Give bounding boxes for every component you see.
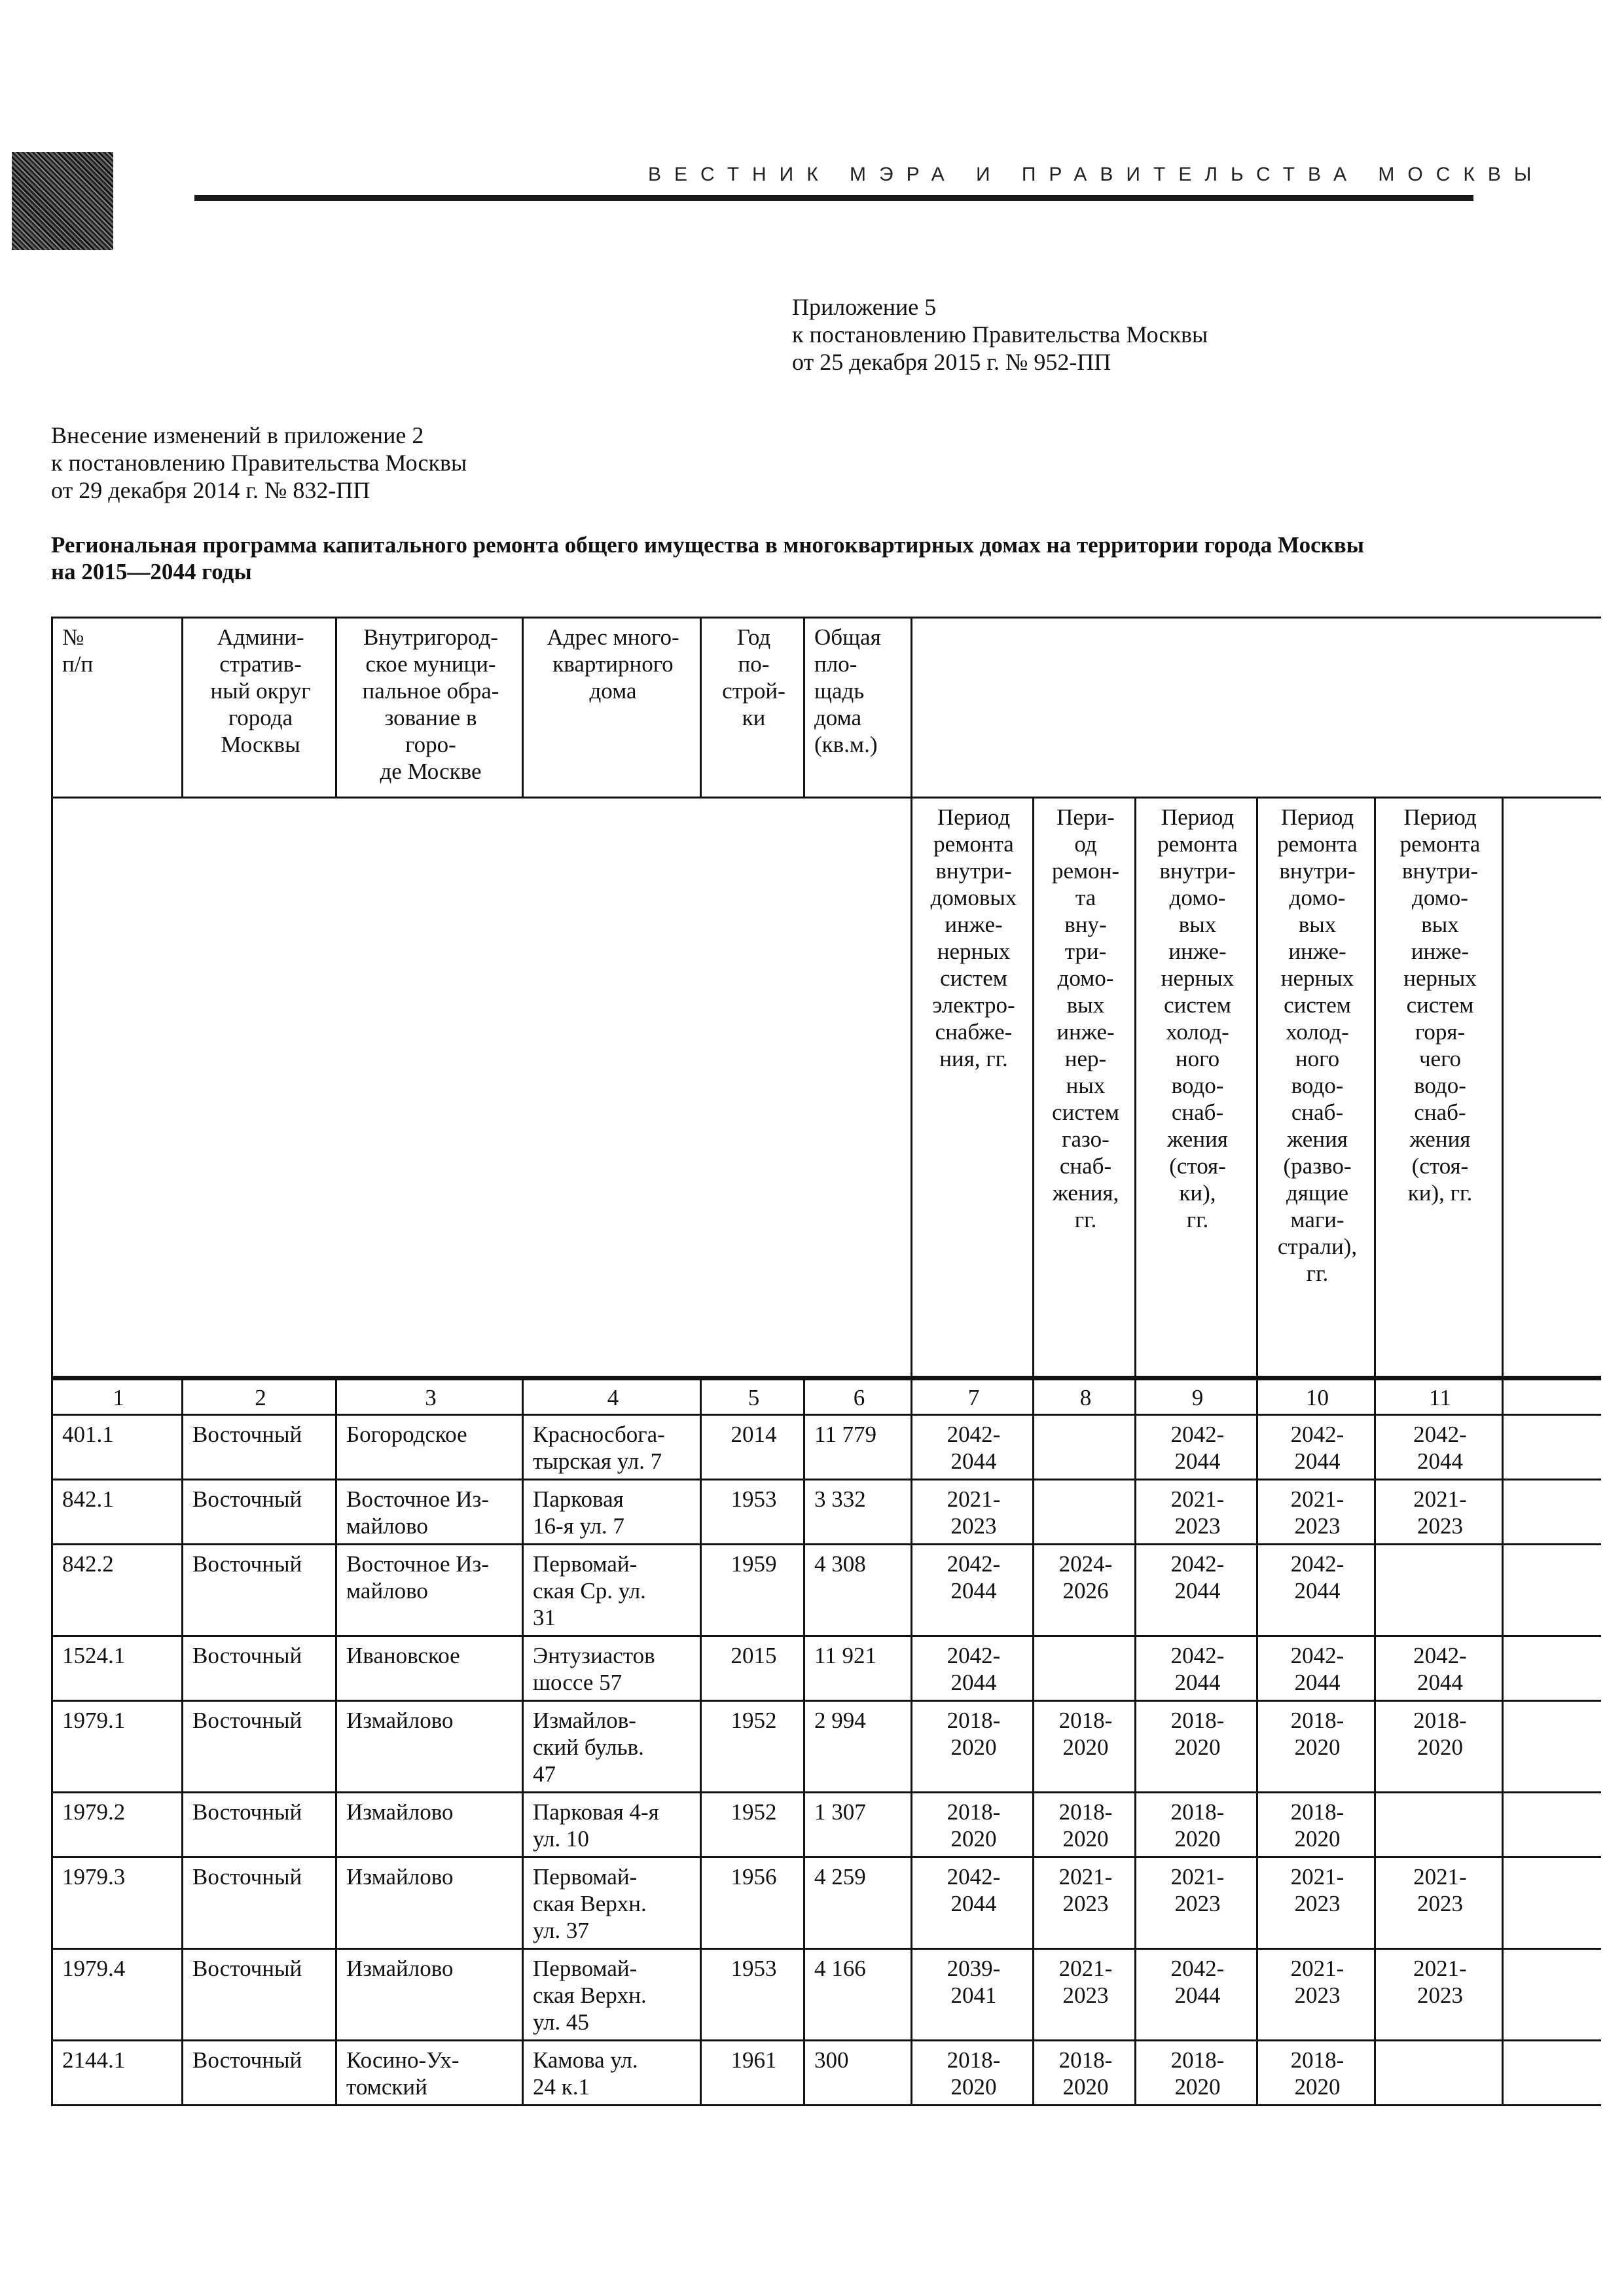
table-cell-empty (1503, 1701, 1601, 1793)
table-cell: 4 308 (804, 1545, 912, 1636)
table-cell: Косино-Ух- томский (336, 2041, 523, 2106)
amendment-line: к постановлению Правительства Москвы (51, 450, 467, 476)
table-cell: 2144.1 (52, 2041, 183, 2106)
table-cell: 1952 (701, 1701, 804, 1793)
table-cell: 2018- 2020 (1136, 2041, 1257, 2106)
amendment-line: Внесение изменений в приложение 2 (51, 422, 424, 448)
table-cell: 842.1 (52, 1480, 183, 1545)
table-cell-empty (1503, 1636, 1601, 1701)
table-cell: 1 307 (804, 1793, 912, 1857)
title-line: Региональная программа капитального ремонта общего имущества в многоквартирных домах на территории города Москвы (51, 532, 1365, 558)
table-cell: Первомай- ская Верхн. ул. 37 (523, 1857, 701, 1949)
table-cell (1034, 1415, 1136, 1480)
table-cell: Восточный (183, 1793, 336, 1857)
table-cell: Ивановское (336, 1636, 523, 1701)
table-cell (1034, 1480, 1136, 1545)
table-cell: 2018- 2020 (1257, 1793, 1375, 1857)
table-cell: 2021- 2023 (1034, 1857, 1136, 1949)
table-cell: Восточный (183, 1949, 336, 2041)
column-number-cell: 7 (912, 1378, 1034, 1415)
table-cell: 2018- 2020 (1375, 1701, 1503, 1793)
header-cell-empty (52, 798, 912, 1378)
table-cell: 2042- 2044 (1375, 1636, 1503, 1701)
table-cell: 2021- 2023 (1375, 1480, 1503, 1545)
column-number-cell: 1 (52, 1378, 183, 1415)
table-cell: 2018- 2020 (912, 2041, 1034, 2106)
table-cell: Первомай- ская Верхн. ул. 45 (523, 1949, 701, 2041)
table-cell: 2 994 (804, 1701, 912, 1793)
table-cell-empty (1503, 2041, 1601, 2106)
column-number-row (52, 1378, 1601, 1415)
table-cell: 4 166 (804, 1949, 912, 2041)
table-cell: 2042- 2044 (1375, 1415, 1503, 1480)
column-number-cell: 4 (523, 1378, 701, 1415)
header-cell: № п/п (52, 618, 183, 798)
header-cell: Период ремонта внутри- домо- вых инже- нерных систем холод- ного водо- снаб- жения (стоя- ки), гг. (1136, 798, 1257, 1378)
table-cell: Парковая 4-я ул. 10 (523, 1793, 701, 1857)
column-number-cell: 5 (701, 1378, 804, 1415)
column-number-cell: 6 (804, 1378, 912, 1415)
column-number-cell: 11 (1375, 1378, 1503, 1415)
scan-corner-mark (12, 152, 113, 250)
table-cell: 2042- 2044 (1257, 1415, 1375, 1480)
table-cell: Измайлово (336, 1949, 523, 2041)
table-cell: 401.1 (52, 1415, 183, 1480)
table-cell: 2042- 2044 (1257, 1636, 1375, 1701)
table-row (52, 1636, 1601, 1701)
table-cell: 2018- 2020 (1136, 1793, 1257, 1857)
table-cell: 2042- 2044 (1136, 1949, 1257, 2041)
appendix-block (792, 293, 1208, 376)
header-cell: Общая пло- щадь дома (кв.м.) (804, 618, 912, 798)
table-cell: 2021- 2023 (1257, 1480, 1375, 1545)
table-cell: 2024- 2026 (1034, 1545, 1136, 1636)
table-cell: 2021- 2023 (1375, 1949, 1503, 2041)
column-number-cell: 2 (183, 1378, 336, 1415)
document-title (51, 531, 1491, 585)
table-cell: Восточное Из- майлово (336, 1480, 523, 1545)
table-cell: 2042- 2044 (912, 1857, 1034, 1949)
column-number-cell: 9 (1136, 1378, 1257, 1415)
title-line: на 2015—2044 годы (51, 559, 252, 584)
table-cell: 2039- 2041 (912, 1949, 1034, 2041)
table-cell: Восточное Из- майлово (336, 1545, 523, 1636)
table-cell: 842.2 (52, 1545, 183, 1636)
table-cell: 1956 (701, 1857, 804, 1949)
table-cell: Богородское (336, 1415, 523, 1480)
column-number-cell-empty (1503, 1378, 1601, 1415)
amendment-block (51, 422, 467, 504)
header-cell: Период ремонта внутри- домо- вых инже- нерных систем холод- ного водо- снаб- жения (разво- дящие маги- страли), гг. (1257, 798, 1375, 1378)
table-cell: 2042- 2044 (912, 1545, 1034, 1636)
table-cell (1034, 1636, 1136, 1701)
table-row (52, 1793, 1601, 1857)
table-row (52, 1480, 1601, 1545)
table-cell: 2018- 2020 (1257, 2041, 1375, 2106)
table-cell (1375, 1793, 1503, 1857)
header-cell: Пери- од ремон- та вну- три- домо- вых инже- нер- ных систем газо- снаб- жения, гг. (1034, 798, 1136, 1378)
table-cell-empty (1503, 1480, 1601, 1545)
table-cell: Парковая 16-я ул. 7 (523, 1480, 701, 1545)
table-cell: Восточный (183, 2041, 336, 2106)
table-cell: Камова ул. 24 к.1 (523, 2041, 701, 2106)
appendix-line: к постановлению Правительства Москвы (792, 321, 1208, 348)
table-cell: Измайлово (336, 1701, 523, 1793)
table-cell: Измайлово (336, 1793, 523, 1857)
table-row (52, 1415, 1601, 1480)
table-cell: 11 921 (804, 1636, 912, 1701)
appendix-line: Приложение 5 (792, 294, 937, 320)
header-cell: Период ремонта внутри- домовых инже- нерных систем электро- снабже- ния, гг. (912, 798, 1034, 1378)
table-cell: 2015 (701, 1636, 804, 1701)
header-cell: Внутригород- ское муници- пальное обра- зование в горо- де Москве (336, 618, 523, 798)
header-row-bottom (52, 798, 1601, 1378)
table-row (52, 1949, 1601, 2041)
table-cell: 2018- 2020 (1034, 1701, 1136, 1793)
table-cell: 2018- 2020 (1034, 2041, 1136, 2106)
table-cell: Измайлов- ский бульв. 47 (523, 1701, 701, 1793)
table-cell: 2021- 2023 (1136, 1857, 1257, 1949)
table-cell: Восточный (183, 1636, 336, 1701)
table-cell-empty (1503, 1793, 1601, 1857)
table-cell: 2018- 2020 (912, 1793, 1034, 1857)
program-table (51, 617, 1601, 2106)
table-cell: 2021- 2023 (912, 1480, 1034, 1545)
table-cell (1375, 2041, 1503, 2106)
table-cell: 1979.3 (52, 1857, 183, 1949)
column-number-cell: 10 (1257, 1378, 1375, 1415)
table-cell: 1979.2 (52, 1793, 183, 1857)
table-cell: 2018- 2020 (912, 1701, 1034, 1793)
header-cell-empty (912, 618, 1601, 798)
appendix-line: от 25 декабря 2015 г. № 952-ПП (792, 349, 1111, 375)
table-cell: 2014 (701, 1415, 804, 1480)
table-cell: 1961 (701, 2041, 804, 2106)
table-cell-empty (1503, 1949, 1601, 2041)
table-cell: Измайлово (336, 1857, 523, 1949)
table-cell: Восточный (183, 1480, 336, 1545)
header-row-top (52, 618, 1601, 798)
table-cell-empty (1503, 1545, 1601, 1636)
table-cell: 2042- 2044 (912, 1636, 1034, 1701)
table-cell: 1524.1 (52, 1636, 183, 1701)
table-row (52, 1545, 1601, 1636)
table-cell: 300 (804, 2041, 912, 2106)
header-rule (194, 195, 1473, 201)
table-cell: 1952 (701, 1793, 804, 1857)
table-cell: 11 779 (804, 1415, 912, 1480)
table-cell: Восточный (183, 1701, 336, 1793)
table-cell: 2021- 2023 (1034, 1949, 1136, 2041)
table-cell: 1953 (701, 1949, 804, 2041)
header-cell: Адрес много- квартирного дома (523, 618, 701, 798)
column-number-cell: 8 (1034, 1378, 1136, 1415)
table-cell: 1979.1 (52, 1701, 183, 1793)
table-cell: 2042- 2044 (1257, 1545, 1375, 1636)
table-row (52, 1857, 1601, 1949)
table-cell: 2018- 2020 (1136, 1701, 1257, 1793)
table-cell: 1959 (701, 1545, 804, 1636)
table-cell: 2042- 2044 (1136, 1415, 1257, 1480)
table-cell: 1953 (701, 1480, 804, 1545)
table-row (52, 1701, 1601, 1793)
table-cell: 2021- 2023 (1257, 1857, 1375, 1949)
table-cell: 2042- 2044 (1136, 1545, 1257, 1636)
table-cell: 2042- 2044 (1136, 1636, 1257, 1701)
table-row (52, 2041, 1601, 2106)
table-cell (1375, 1545, 1503, 1636)
header-cell: Период ремонта внутри- домо- вых инже- нерных систем горя- чего водо- снаб- жения (стоя- ки), гг. (1375, 798, 1503, 1378)
table-cell: 2018- 2020 (1034, 1793, 1136, 1857)
table-cell-empty (1503, 1857, 1601, 1949)
journal-header: ВЕСТНИК МЭРА И ПРАВИТЕЛЬСТВА МОСКВЫ (648, 164, 1545, 185)
table-cell: 3 332 (804, 1480, 912, 1545)
table-cell: 2042- 2044 (912, 1415, 1034, 1480)
table-cell: Энтузиастов шоссе 57 (523, 1636, 701, 1701)
table-cell: 2021- 2023 (1257, 1949, 1375, 2041)
header-cell: Год по- строй- ки (701, 618, 804, 798)
column-number-cell: 3 (336, 1378, 523, 1415)
header-cell: Админи- стратив- ный округ города Москвы (183, 618, 336, 798)
table-cell: 2021- 2023 (1136, 1480, 1257, 1545)
table-cell: Красносбога- тырская ул. 7 (523, 1415, 701, 1480)
table-cell: 2021- 2023 (1375, 1857, 1503, 1949)
table-cell: 1979.4 (52, 1949, 183, 2041)
table-cell: Первомай- ская Ср. ул. 31 (523, 1545, 701, 1636)
table-cell: 4 259 (804, 1857, 912, 1949)
table-cell: Восточный (183, 1857, 336, 1949)
amendment-line: от 29 декабря 2014 г. № 832-ПП (51, 477, 370, 503)
table-cell: Восточный (183, 1545, 336, 1636)
table-cell: 2018- 2020 (1257, 1701, 1375, 1793)
header-cell-empty (1503, 798, 1601, 1378)
table-cell: Восточный (183, 1415, 336, 1480)
table-cell-empty (1503, 1415, 1601, 1480)
